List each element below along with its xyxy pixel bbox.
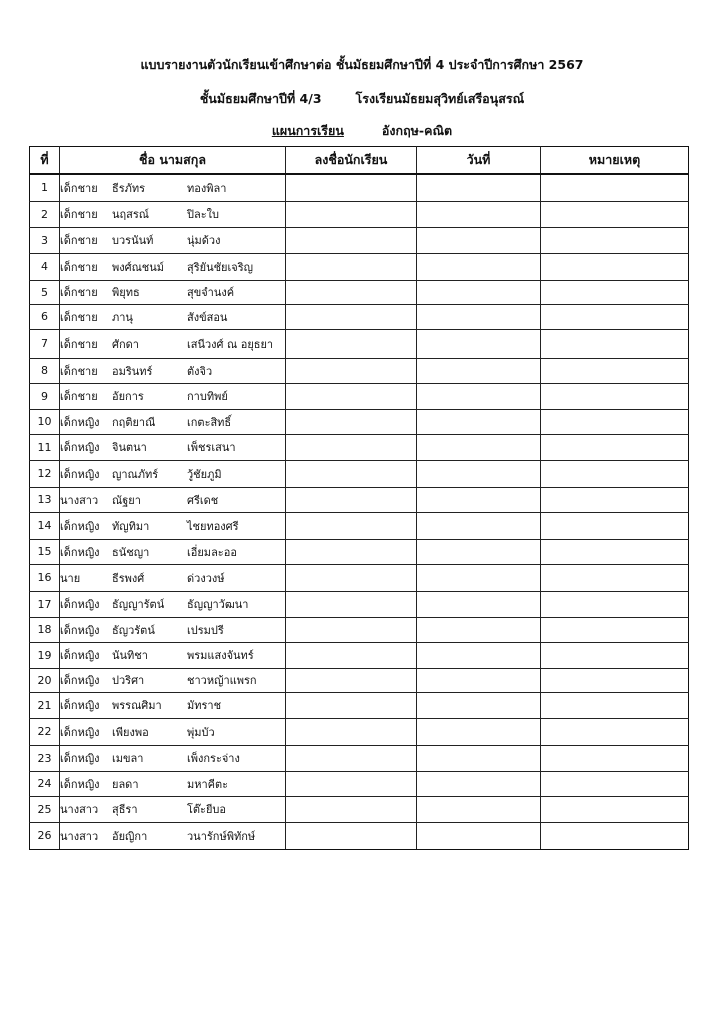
row-number: 13 bbox=[30, 487, 60, 512]
remarks-cell[interactable] bbox=[541, 718, 689, 745]
name-prefix: เด็กหญิง bbox=[60, 752, 100, 765]
signature-cell[interactable] bbox=[286, 253, 417, 280]
row-number: 21 bbox=[30, 692, 60, 718]
column-header-remarks: หมายเหตุ bbox=[541, 147, 689, 175]
remarks-cell[interactable] bbox=[541, 642, 689, 668]
signature-cell[interactable] bbox=[286, 822, 417, 849]
row-number: 24 bbox=[30, 771, 60, 796]
student-full-name bbox=[60, 745, 286, 771]
table-row bbox=[30, 329, 689, 358]
last-name: มัทราช bbox=[187, 699, 222, 712]
name-prefix: เด็กชาย bbox=[60, 234, 98, 247]
row-number: 26 bbox=[30, 822, 60, 849]
remarks-cell[interactable] bbox=[541, 796, 689, 822]
student-full-name bbox=[60, 383, 286, 409]
date-cell[interactable] bbox=[417, 409, 541, 434]
remarks-cell[interactable] bbox=[541, 201, 689, 227]
table-row bbox=[30, 174, 689, 201]
name-prefix: เด็กชาย bbox=[60, 208, 98, 221]
student-full-name bbox=[60, 201, 286, 227]
table-row bbox=[30, 383, 689, 409]
name-prefix: นางสาว bbox=[60, 493, 99, 507]
last-name: เปรมปรี bbox=[187, 623, 224, 637]
student-full-name bbox=[60, 329, 286, 358]
last-name: ศรีเดช bbox=[187, 493, 219, 507]
first-name: ธัญญารัตน์ bbox=[112, 598, 165, 611]
row-number: 7 bbox=[30, 329, 60, 358]
first-name: ทัญทิมา bbox=[112, 519, 150, 533]
student-full-name bbox=[60, 358, 286, 383]
last-name: เพ็งกระจ่าง bbox=[187, 752, 240, 765]
row-number: 23 bbox=[30, 745, 60, 771]
signature-cell[interactable] bbox=[286, 692, 417, 718]
first-name: พรรณศิมา bbox=[112, 699, 162, 712]
row-number: 18 bbox=[30, 617, 60, 642]
last-name: ธัญญาวัฒนา bbox=[187, 598, 249, 611]
column-header-number: ที่ bbox=[30, 147, 60, 175]
last-name: พรมแสงจันทร์ bbox=[187, 649, 254, 662]
row-number: 8 bbox=[30, 358, 60, 383]
last-name: ปิละใบ bbox=[187, 208, 219, 221]
row-number: 1 bbox=[30, 174, 60, 201]
student-full-name bbox=[60, 460, 286, 487]
signature-cell[interactable] bbox=[286, 383, 417, 409]
remarks-cell[interactable] bbox=[541, 487, 689, 512]
table-row bbox=[30, 253, 689, 280]
signature-cell[interactable] bbox=[286, 591, 417, 617]
first-name: บวรนันท์ bbox=[112, 234, 154, 247]
signature-cell[interactable] bbox=[286, 174, 417, 201]
first-name: ณัฐยา bbox=[112, 493, 141, 507]
first-name: ยลดา bbox=[112, 777, 139, 791]
table-row bbox=[30, 745, 689, 771]
last-name: ตังจิว bbox=[187, 364, 213, 378]
last-name: เกตะสิทธิ์ bbox=[187, 415, 232, 429]
student-full-name bbox=[60, 304, 286, 329]
name-prefix: เด็กหญิง bbox=[60, 649, 100, 662]
student-full-name bbox=[60, 668, 286, 692]
first-name: กฤติยาณี bbox=[112, 415, 156, 429]
name-prefix: เด็กหญิง bbox=[60, 674, 100, 687]
signature-cell[interactable] bbox=[286, 329, 417, 358]
date-cell[interactable] bbox=[417, 201, 541, 227]
last-name: เอี่ยมละออ bbox=[187, 545, 237, 559]
name-prefix: เด็กหญิง bbox=[60, 467, 100, 481]
student-full-name bbox=[60, 617, 286, 642]
date-cell[interactable] bbox=[417, 253, 541, 280]
name-prefix: เด็กชาย bbox=[60, 260, 98, 274]
student-full-name bbox=[60, 591, 286, 617]
last-name: เพ็ชรเสนา bbox=[187, 441, 236, 454]
date-cell[interactable] bbox=[417, 434, 541, 460]
first-name: อมรินทร์ bbox=[112, 364, 153, 378]
date-cell[interactable] bbox=[417, 487, 541, 512]
row-number: 17 bbox=[30, 591, 60, 617]
study-plan-line bbox=[0, 121, 724, 141]
date-cell[interactable] bbox=[417, 539, 541, 564]
signature-cell[interactable] bbox=[286, 227, 417, 253]
date-cell[interactable] bbox=[417, 304, 541, 329]
last-name: สุริยันชัยเจริญ bbox=[187, 260, 253, 274]
name-prefix: เด็กหญิง bbox=[60, 699, 100, 712]
report-title: แบบรายงานตัวนักเรียนเข้าศึกษาต่อ ชั้นมัธยมศึกษาปีที่ 4 ประจำปีการศึกษา 2567 bbox=[140, 57, 584, 72]
table-row bbox=[30, 692, 689, 718]
remarks-cell[interactable] bbox=[541, 591, 689, 617]
study-plan-name: อังกฤษ-คณิต bbox=[381, 123, 453, 138]
table-row bbox=[30, 591, 689, 617]
date-cell[interactable] bbox=[417, 227, 541, 253]
first-name: เพียงพอ bbox=[112, 725, 149, 739]
signature-cell[interactable] bbox=[286, 304, 417, 329]
remarks-cell[interactable] bbox=[541, 460, 689, 487]
student-full-name bbox=[60, 253, 286, 280]
table-row bbox=[30, 718, 689, 745]
student-full-name bbox=[60, 796, 286, 822]
name-prefix: เด็กชาย bbox=[60, 286, 98, 299]
date-cell[interactable] bbox=[417, 642, 541, 668]
name-prefix: เด็กหญิง bbox=[60, 623, 100, 637]
table-row bbox=[30, 280, 689, 304]
row-number: 2 bbox=[30, 201, 60, 227]
date-cell[interactable] bbox=[417, 174, 541, 201]
date-cell[interactable] bbox=[417, 745, 541, 771]
first-name: ธีรภัทร bbox=[112, 181, 146, 195]
first-name: สุธีรา bbox=[112, 803, 138, 816]
first-name: อัยการ bbox=[112, 390, 144, 403]
first-name: ภานุ bbox=[112, 310, 133, 324]
row-number: 12 bbox=[30, 460, 60, 487]
table-row bbox=[30, 460, 689, 487]
last-name: โต๊ะยีบอ bbox=[187, 803, 226, 816]
first-name: อัยญิกา bbox=[112, 829, 148, 843]
date-cell[interactable] bbox=[417, 358, 541, 383]
date-cell[interactable] bbox=[417, 329, 541, 358]
last-name: มหาคีตะ bbox=[187, 777, 229, 791]
row-number: 10 bbox=[30, 409, 60, 434]
table-row bbox=[30, 409, 689, 434]
row-number: 3 bbox=[30, 227, 60, 253]
row-number: 11 bbox=[30, 434, 60, 460]
date-cell[interactable] bbox=[417, 460, 541, 487]
remarks-cell[interactable] bbox=[541, 617, 689, 642]
row-number: 22 bbox=[30, 718, 60, 745]
last-name: ชาวหญ้าแพรก bbox=[187, 674, 257, 687]
date-cell[interactable] bbox=[417, 771, 541, 796]
signature-cell[interactable] bbox=[286, 668, 417, 692]
student-full-name bbox=[60, 564, 286, 591]
remarks-cell[interactable] bbox=[541, 512, 689, 539]
remarks-cell[interactable] bbox=[541, 745, 689, 771]
table-row bbox=[30, 358, 689, 383]
first-name: เมขลา bbox=[112, 752, 144, 765]
roster-body bbox=[30, 174, 689, 849]
table-row bbox=[30, 512, 689, 539]
student-full-name bbox=[60, 692, 286, 718]
signature-cell[interactable] bbox=[286, 718, 417, 745]
last-name: สังข์สอน bbox=[187, 310, 228, 324]
column-header-full-name: ชื่อ นามสกุล bbox=[60, 147, 286, 175]
table-row bbox=[30, 227, 689, 253]
table-row bbox=[30, 434, 689, 460]
row-number: 14 bbox=[30, 512, 60, 539]
last-name: วนารักษ์พิทักษ์ bbox=[187, 829, 256, 843]
remarks-cell[interactable] bbox=[541, 227, 689, 253]
last-name: วู้ชัยภูมิ bbox=[187, 467, 222, 481]
first-name: ธนัชญา bbox=[112, 545, 150, 559]
signature-cell[interactable] bbox=[286, 796, 417, 822]
student-full-name bbox=[60, 822, 286, 849]
class-label: ชั้นมัธยมศึกษาปีที่ 4/3 bbox=[199, 91, 322, 106]
student-full-name bbox=[60, 434, 286, 460]
signature-cell[interactable] bbox=[286, 745, 417, 771]
name-prefix: นางสาว bbox=[60, 829, 99, 843]
study-plan-label: แผนการเรียน bbox=[271, 123, 344, 138]
row-number: 15 bbox=[30, 539, 60, 564]
class-school-line bbox=[0, 89, 724, 109]
remarks-cell[interactable] bbox=[541, 539, 689, 564]
remarks-cell[interactable] bbox=[541, 409, 689, 434]
name-prefix: เด็กหญิง bbox=[60, 441, 100, 454]
first-name: ญาณภัทร์ bbox=[112, 467, 159, 481]
signature-cell[interactable] bbox=[286, 434, 417, 460]
name-prefix: เด็กหญิง bbox=[60, 598, 100, 611]
table-row bbox=[30, 822, 689, 849]
table-row bbox=[30, 642, 689, 668]
signature-cell[interactable] bbox=[286, 771, 417, 796]
name-prefix: เด็กชาย bbox=[60, 181, 98, 195]
name-prefix: เด็กหญิง bbox=[60, 545, 100, 559]
row-number: 4 bbox=[30, 253, 60, 280]
last-name: สุขจำนงค์ bbox=[187, 286, 235, 299]
row-number: 9 bbox=[30, 383, 60, 409]
remarks-cell[interactable] bbox=[541, 822, 689, 849]
signature-cell[interactable] bbox=[286, 642, 417, 668]
name-prefix: เด็กชาย bbox=[60, 390, 98, 403]
remarks-cell[interactable] bbox=[541, 668, 689, 692]
signature-cell[interactable] bbox=[286, 487, 417, 512]
remarks-cell[interactable] bbox=[541, 304, 689, 329]
first-name: พิยุทธ bbox=[112, 286, 140, 299]
table-row bbox=[30, 564, 689, 591]
date-cell[interactable] bbox=[417, 617, 541, 642]
signature-cell[interactable] bbox=[286, 512, 417, 539]
signature-cell[interactable] bbox=[286, 358, 417, 383]
first-name: ปวริศา bbox=[112, 674, 145, 687]
student-full-name bbox=[60, 642, 286, 668]
name-prefix: เด็กชาย bbox=[60, 364, 98, 378]
remarks-cell[interactable] bbox=[541, 771, 689, 796]
student-full-name bbox=[60, 409, 286, 434]
first-name: จินตนา bbox=[112, 441, 147, 454]
table-row bbox=[30, 304, 689, 329]
signature-cell[interactable] bbox=[286, 564, 417, 591]
school-name: โรงเรียนมัธยมสุวิทย์เสรีอนุสรณ์ bbox=[355, 91, 525, 106]
row-number: 25 bbox=[30, 796, 60, 822]
row-number: 16 bbox=[30, 564, 60, 591]
date-cell[interactable] bbox=[417, 512, 541, 539]
row-number: 5 bbox=[30, 280, 60, 304]
date-cell[interactable] bbox=[417, 383, 541, 409]
first-name: ศักดา bbox=[112, 337, 139, 351]
table-row bbox=[30, 201, 689, 227]
name-prefix: เด็กหญิง bbox=[60, 415, 100, 429]
name-prefix: เด็กหญิง bbox=[60, 519, 100, 533]
first-name: ธีรพงศ์ bbox=[112, 571, 145, 585]
student-full-name bbox=[60, 280, 286, 304]
student-full-name bbox=[60, 512, 286, 539]
first-name: ธัญวรัตน์ bbox=[112, 623, 155, 637]
first-name: พงศ์ณชนม์ bbox=[112, 260, 165, 274]
date-cell[interactable] bbox=[417, 692, 541, 718]
signature-cell[interactable] bbox=[286, 201, 417, 227]
date-cell[interactable] bbox=[417, 822, 541, 849]
table-row bbox=[30, 771, 689, 796]
last-name: ด่วงวงษ์ bbox=[187, 571, 225, 585]
student-full-name bbox=[60, 174, 286, 201]
table-row bbox=[30, 796, 689, 822]
row-number: 20 bbox=[30, 668, 60, 692]
first-name: นฤสรณ์ bbox=[112, 208, 150, 221]
date-cell[interactable] bbox=[417, 668, 541, 692]
student-roster-table bbox=[29, 146, 689, 850]
last-name: นุ่มด้วง bbox=[187, 234, 221, 247]
remarks-cell[interactable] bbox=[541, 174, 689, 201]
date-cell[interactable] bbox=[417, 718, 541, 745]
table-row bbox=[30, 617, 689, 642]
remarks-cell[interactable] bbox=[541, 329, 689, 358]
row-number: 6 bbox=[30, 304, 60, 329]
name-prefix: นาย bbox=[60, 571, 81, 585]
last-name: เสนีวงศ์ ณ อยุธยา bbox=[187, 337, 274, 351]
last-name: พุ่มบัว bbox=[187, 725, 215, 739]
row-number: 19 bbox=[30, 642, 60, 668]
student-full-name bbox=[60, 539, 286, 564]
table-row bbox=[30, 668, 689, 692]
name-prefix: เด็กหญิง bbox=[60, 725, 100, 739]
signature-cell[interactable] bbox=[286, 539, 417, 564]
remarks-cell[interactable] bbox=[541, 358, 689, 383]
name-prefix: เด็กชาย bbox=[60, 310, 98, 324]
remarks-cell[interactable] bbox=[541, 383, 689, 409]
student-full-name bbox=[60, 771, 286, 796]
first-name: นันทิชา bbox=[112, 649, 148, 662]
name-prefix: เด็กหญิง bbox=[60, 777, 100, 791]
last-name: ไชยทองศรี bbox=[187, 519, 239, 533]
date-cell[interactable] bbox=[417, 564, 541, 591]
signature-cell[interactable] bbox=[286, 460, 417, 487]
column-header-student-signature: ลงชื่อนักเรียน bbox=[286, 147, 417, 175]
remarks-cell[interactable] bbox=[541, 564, 689, 591]
name-prefix: เด็กชาย bbox=[60, 337, 98, 351]
last-name: กาบทิพย์ bbox=[187, 390, 228, 403]
last-name: ทองพิลา bbox=[187, 181, 227, 195]
remarks-cell[interactable] bbox=[541, 280, 689, 304]
signature-cell[interactable] bbox=[286, 617, 417, 642]
student-full-name bbox=[60, 718, 286, 745]
signature-cell[interactable] bbox=[286, 280, 417, 304]
column-header-date: วันที่ bbox=[417, 147, 541, 175]
table-header-row bbox=[30, 147, 689, 175]
date-cell[interactable] bbox=[417, 796, 541, 822]
date-cell[interactable] bbox=[417, 280, 541, 304]
remarks-cell[interactable] bbox=[541, 434, 689, 460]
table-row bbox=[30, 539, 689, 564]
remarks-cell[interactable] bbox=[541, 253, 689, 280]
signature-cell[interactable] bbox=[286, 409, 417, 434]
date-cell[interactable] bbox=[417, 591, 541, 617]
remarks-cell[interactable] bbox=[541, 692, 689, 718]
student-full-name bbox=[60, 227, 286, 253]
student-full-name bbox=[60, 487, 286, 512]
name-prefix: นางสาว bbox=[60, 803, 99, 816]
table-row bbox=[30, 487, 689, 512]
